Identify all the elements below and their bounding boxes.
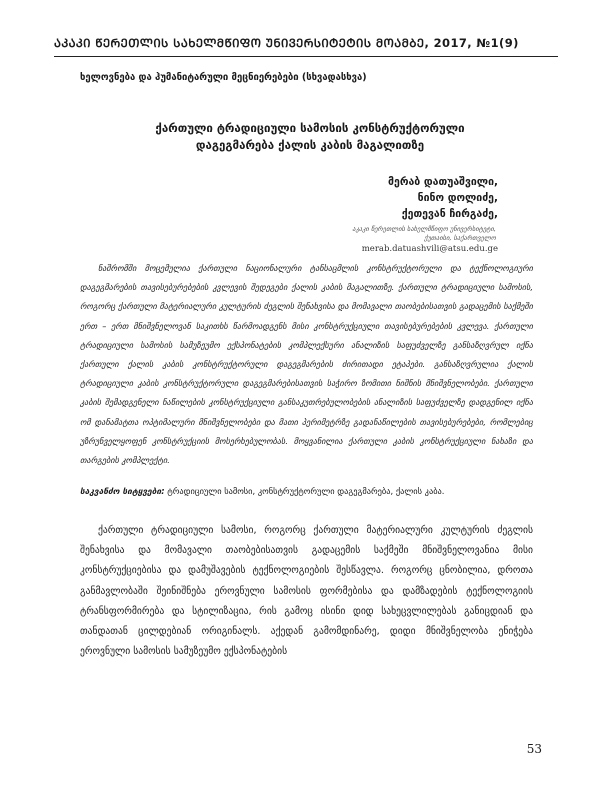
author-email[interactable]: merab.datuashvili@atsu.edu.ge — [361, 244, 498, 254]
page-number: 53 — [526, 742, 542, 756]
author-1: მერაბ დათუაშვილი, — [388, 176, 498, 188]
article-title-line-1: ქართული ტრადიციული სამოსის კონსტრუქტორული — [155, 121, 465, 135]
affiliation-line-2: ქუთაისი, საქართველო — [424, 234, 496, 242]
header-divider — [54, 56, 558, 57]
author-3: ქეთევან ჩირგაძე, — [401, 208, 498, 220]
body-paragraph: ქართული ტრადიციული სამოსი, როგორც ქართული მატერიალური კულტურის ძეგლის შენახვისა და მომავალი თაობებისათვის გადაცემის საქმეში მნიშვნელოვანია მისი კონსტრუქციებისა და დამუშავების ტექნოლოგიების შესწავლა. როგორც ცნობილია, დროთა განმავლობაში შეინიშნება ეროვნული სამოსის ფორმებისა და დამზადების ტექნოლოგიის ტრანსფორმირება და სტილიზაცია, რის გამოც ისინი დიდ სახეცვლილებას განიცდიან და თანდათან ცილდებიან ორიგინალს. აქედან გამომდინარე, დიდი მნიშვნელობა ენიჭება ეროვნული სამოსის სამუზეუმო ექსპონატების — [80, 525, 533, 658]
author-2: ნინო დოლიძე, — [417, 192, 498, 204]
article-title-line-2: დაგეგმარება ქალის კაბის მაგალითზე — [195, 138, 425, 152]
abstract — [80, 259, 533, 470]
section-heading: ხელოვნება და ჰუმანიტარული მეცნიერებები (სხვადასხვა) — [80, 72, 367, 83]
keywords-label: საკვანძო სიტყვები: — [80, 486, 165, 496]
journal-header: ᲐᲙᲐᲙᲘ ᲬᲔᲠᲔᲗᲚᲘᲡ ᲡᲐᲮᲔᲚᲛᲬᲘᲤᲝ ᲣᲜᲘᲕᲔᲠᲡᲘᲢᲔᲢᲘᲡ ᲛᲝᲐᲛᲑᲔ, 2017, №1(9) — [54, 36, 519, 50]
affiliation-line-1: აკაკი წერეთლის სახელმწიფო უნივერსიტეტი, — [352, 225, 496, 233]
keywords — [80, 482, 533, 501]
keywords-text: ტრადიციული სამოსი, კონსტრუქტორული დაგეგმარება, ქალის კაბა. — [167, 486, 445, 496]
abstract-text: ნაშრომში მოცემულია ქართული ნაციონალური ტანსაცმლის კონსტრუქტორული და ტექნოლოგიური დაგეგმარების თავისებურებების კვლევის შედეგები ქალის კაბის მაგალითზე. ქართული ტრადიციული სამოსის, როგორც ქართული მატერიალური კულტურის ძეგლის შენახვისა და მომავალი თაობებისათვის გადაცემის საქმეში ერთ – ერთ მნიშვნელოვან საკითხს წარმოადგენს მისი კონსტრუქციული თავისებურებების კვლევა. ქართული ტრადიციული სამოსის სამუზეუმო ექსპონატების კომპლექსური ანალიზის საფუძველზე განსაზღვრულ იქნა ქართული ქალის კაბის კონსტრუქტორული დაგეგმარების ძირითადი ეტაპები. განსაზღვრულია ქალის ტრადიციული კაბის კონსტრუქტორული დაგეგმარებისათვის საჭირო ზომითი ნიშნის მნიშვნელობები. ქართული კაბის შემადგენელი ნაწილების კონსტრუქციული განსაკუთრებულობების ანალიზის საფუძველზე დადგენილ იქნა ომ დანამატთა ოპტიმალური მნიშვნელობები და მათი პერიმეტრზე გადანაწილების თავისებურებები, რომლებიც უზრუნველყოფენ კონსტრუქციის მოსერხებულობას. მოყვანილია ქართული კაბის კონსტრუქციული ნახაზი და თარგების კომპლექტი. — [80, 263, 533, 466]
